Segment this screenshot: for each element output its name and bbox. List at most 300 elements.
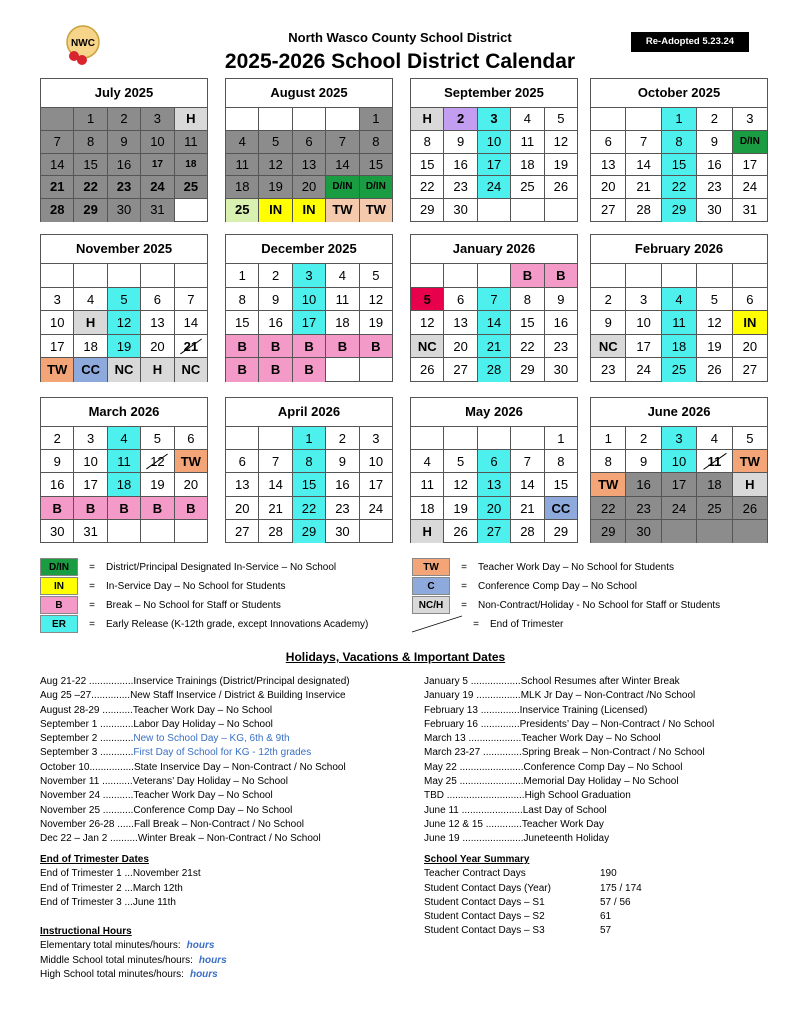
day-cell: 13: [444, 311, 477, 335]
week-row: [591, 108, 767, 131]
day-cell: 22: [411, 176, 444, 199]
day-cell: 9: [108, 131, 141, 154]
day-cell: 31: [74, 520, 107, 543]
summary-value: 61: [600, 911, 612, 923]
legend-row: [412, 596, 720, 614]
legend-row: [412, 615, 563, 633]
day-cell: 21: [175, 335, 207, 359]
day-cell: TW: [360, 199, 392, 222]
week-row: [591, 335, 767, 359]
legend-equals: =: [461, 561, 467, 573]
day-cell: 5: [108, 288, 141, 312]
date-description: Winter Break – Non-Contract / No School: [137, 833, 321, 845]
day-cell: 10: [360, 450, 392, 473]
day-cell: 3: [626, 288, 661, 312]
month-october-2025: [590, 78, 768, 222]
week-row: [226, 358, 392, 382]
day-cell: 24: [662, 497, 697, 520]
day-cell: 9: [326, 450, 359, 473]
day-cell: 3: [478, 108, 511, 131]
day-cell: 16: [626, 473, 661, 496]
week-row: [226, 335, 392, 359]
legend-text: End of Trimester: [490, 618, 564, 630]
month-april-2026: [225, 397, 393, 543]
day-cell: 4: [662, 288, 697, 312]
day-cell: B: [259, 358, 292, 382]
day-cell: 26: [733, 497, 767, 520]
day-cell: 25: [662, 358, 697, 382]
day-cell: 5: [141, 427, 174, 450]
day-cell: 18: [326, 311, 359, 335]
day-cell: 9: [444, 131, 477, 154]
date-row: [40, 675, 350, 689]
date-label: January 5 ..................: [424, 676, 521, 687]
day-cell: 6: [591, 131, 626, 154]
week-row: [411, 450, 577, 473]
week-row: [41, 450, 207, 473]
day-cell: IN: [733, 311, 767, 335]
day-cell: 9: [697, 131, 732, 154]
date-label: March 23-27 ..............: [424, 747, 522, 759]
day-cell: TW: [41, 358, 74, 382]
week-row: [41, 358, 207, 382]
day-cell: [511, 427, 544, 450]
day-cell: [697, 264, 732, 288]
week-row: [591, 288, 767, 312]
day-cell: 12: [141, 450, 174, 473]
day-cell: [108, 264, 141, 288]
day-cell: [175, 264, 207, 288]
day-cell: 5: [259, 131, 292, 154]
day-cell: 23: [444, 176, 477, 199]
week-row: [41, 199, 207, 222]
day-cell: 28: [41, 199, 74, 222]
day-cell: 26: [411, 358, 444, 382]
instructional-value: hours: [198, 954, 227, 966]
day-cell: 18: [697, 473, 732, 496]
legend-text: Conference Comp Day – No School: [478, 580, 637, 592]
day-cell: [662, 520, 697, 543]
day-cell: 8: [662, 131, 697, 154]
day-cell: 30: [697, 199, 732, 222]
day-cell: 14: [326, 154, 359, 177]
day-cell: B: [41, 497, 74, 520]
legend-text: Teacher Work Day – No School for Students: [478, 561, 675, 573]
date-label: Aug 25 –27..............: [40, 690, 131, 702]
day-cell: 9: [591, 311, 626, 335]
date-description: March 12th: [132, 882, 183, 894]
legend-swatch: D/IN: [40, 558, 78, 576]
week-row: [226, 264, 392, 288]
day-cell: 15: [74, 154, 107, 177]
week-row: [591, 176, 767, 199]
month-name: October 2025: [591, 79, 767, 108]
day-cell: 21: [511, 497, 544, 520]
week-row: [226, 497, 392, 520]
legend-swatch: [412, 615, 462, 633]
day-cell: 14: [41, 154, 74, 177]
day-cell: 19: [360, 311, 392, 335]
instructional-row: [40, 968, 227, 982]
day-cell: 31: [141, 199, 174, 222]
month-january-2026: [410, 234, 578, 382]
summary-row: [424, 896, 642, 910]
week-row: [226, 427, 392, 450]
day-cell: D/IN: [326, 176, 359, 199]
day-cell: 4: [697, 427, 732, 450]
day-cell: 17: [41, 335, 74, 359]
week-row: [41, 154, 207, 177]
instructional-label: High School total minutes/hours:: [40, 968, 184, 980]
week-row: [411, 427, 577, 450]
day-cell: 29: [74, 199, 107, 222]
day-cell: 3: [360, 427, 392, 450]
legend-row: [40, 615, 368, 633]
date-row: [40, 867, 201, 881]
day-cell: B: [74, 497, 107, 520]
instructional-label: Middle School total minutes/hours:: [40, 954, 193, 966]
day-cell: [293, 108, 326, 131]
day-cell: 14: [175, 311, 207, 335]
day-cell: 15: [511, 311, 544, 335]
day-cell: 29: [662, 199, 697, 222]
day-cell: [411, 427, 444, 450]
week-row: [226, 176, 392, 199]
day-cell: 14: [626, 154, 661, 177]
page-title: 2025-2026 School District Calendar: [224, 50, 576, 73]
day-cell: 24: [626, 358, 661, 382]
day-cell: 2: [41, 427, 74, 450]
date-description: New to School Day – KG, 6th & 9th: [133, 733, 290, 745]
date-description: Labor Day Holiday – No School: [133, 718, 273, 730]
day-cell: 20: [591, 176, 626, 199]
legend-swatch: B: [40, 596, 78, 614]
day-cell: 30: [108, 199, 141, 222]
day-cell: 21: [259, 497, 292, 520]
week-row: [411, 264, 577, 288]
week-row: [41, 176, 207, 199]
day-cell: 8: [591, 450, 626, 473]
district-logo: [62, 22, 104, 70]
day-cell: 10: [293, 288, 326, 312]
date-description: Spring Break – Non-Contract / No School: [521, 747, 705, 759]
day-cell: 1: [662, 108, 697, 131]
day-cell: 8: [293, 450, 326, 473]
day-cell: 15: [293, 473, 326, 496]
day-cell: [108, 520, 141, 543]
day-cell: 27: [226, 520, 259, 543]
month-june-2026: [590, 397, 768, 543]
day-cell: 20: [733, 335, 767, 359]
day-cell: 12: [545, 131, 577, 154]
day-cell: [626, 108, 661, 131]
day-cell: 6: [141, 288, 174, 312]
day-cell: [141, 520, 174, 543]
day-cell: D/IN: [360, 176, 392, 199]
day-cell: 21: [478, 335, 511, 359]
day-cell: 2: [697, 108, 732, 131]
summary-label: Student Contact Days – S3: [424, 925, 545, 937]
date-description: June 11th: [132, 896, 176, 908]
day-cell: H: [74, 311, 107, 335]
day-cell: 22: [74, 176, 107, 199]
day-cell: H: [175, 108, 207, 131]
day-cell: 11: [662, 311, 697, 335]
day-cell: 8: [545, 450, 577, 473]
week-row: [226, 288, 392, 312]
day-cell: 7: [259, 450, 292, 473]
day-cell: IN: [259, 199, 292, 222]
day-cell: [175, 520, 207, 543]
day-cell: NC: [108, 358, 141, 382]
day-cell: 2: [326, 427, 359, 450]
summary-row: [424, 910, 642, 924]
instructional-value: hours: [186, 940, 215, 952]
date-row: [40, 704, 350, 718]
day-cell: 16: [697, 154, 732, 177]
day-cell: 15: [360, 154, 392, 177]
date-label: June 19 ......................: [424, 833, 524, 845]
day-cell: 27: [444, 358, 477, 382]
day-cell: 24: [733, 176, 767, 199]
day-cell: 10: [74, 450, 107, 473]
month-name: April 2026: [226, 398, 392, 427]
legend-row: [40, 577, 286, 595]
date-row: [424, 704, 714, 718]
day-cell: 16: [41, 473, 74, 496]
date-label: February 16 ..............: [424, 718, 520, 730]
day-cell: 20: [293, 176, 326, 199]
week-row: [411, 131, 577, 154]
legend-row: [40, 558, 336, 576]
week-row: [411, 108, 577, 131]
day-cell: 28: [511, 520, 544, 543]
day-cell: 23: [545, 335, 577, 359]
day-cell: [41, 108, 74, 131]
day-cell: 4: [326, 264, 359, 288]
day-cell: B: [259, 335, 292, 359]
week-row: [41, 311, 207, 335]
legend-text: Early Release (K-12th grade, except Innovations Academy): [106, 618, 369, 630]
day-cell: 23: [108, 176, 141, 199]
day-cell: 12: [259, 154, 292, 177]
summary-value: 175 / 174: [600, 882, 642, 894]
day-cell: [662, 264, 697, 288]
date-row: [40, 689, 350, 703]
day-cell: 4: [74, 288, 107, 312]
day-cell: IN: [293, 199, 326, 222]
date-label: End of Trimester 2 ...: [40, 882, 133, 894]
day-cell: 19: [444, 497, 477, 520]
summary-label: Student Contact Days – S2: [424, 911, 545, 923]
day-cell: 19: [545, 154, 577, 177]
day-cell: 18: [74, 335, 107, 359]
date-label: November 25 ...........: [40, 804, 134, 816]
day-cell: 8: [511, 288, 544, 312]
legend-swatch: NC/H: [412, 596, 450, 614]
date-label: January 19 ................: [424, 690, 521, 702]
date-description: First Day of School for KG - 12th grades: [133, 747, 312, 759]
day-cell: 15: [545, 473, 577, 496]
day-cell: 1: [226, 264, 259, 288]
date-row: [40, 896, 201, 910]
week-row: [226, 311, 392, 335]
month-name: June 2026: [591, 398, 767, 427]
date-description: School Resumes after Winter Break: [520, 676, 680, 687]
day-cell: 13: [226, 473, 259, 496]
date-label: Dec 22 – Jan 2 ..........: [40, 833, 138, 845]
week-row: [591, 427, 767, 450]
day-cell: 7: [326, 131, 359, 154]
week-row: [41, 427, 207, 450]
day-cell: 3: [141, 108, 174, 131]
day-cell: 10: [662, 450, 697, 473]
day-cell: CC: [74, 358, 107, 382]
week-row: [226, 199, 392, 222]
date-label: Aug 21-22 ................: [40, 676, 134, 687]
summary-label: Student Contact Days – S1: [424, 896, 545, 908]
day-cell: 18: [511, 154, 544, 177]
week-row: [411, 473, 577, 496]
day-cell: 8: [360, 131, 392, 154]
day-cell: 11: [175, 131, 207, 154]
legend-swatch: ER: [40, 615, 78, 633]
week-row: [41, 131, 207, 154]
day-cell: 20: [141, 335, 174, 359]
day-cell: 9: [259, 288, 292, 312]
day-cell: 6: [175, 427, 207, 450]
legend-equals: =: [89, 618, 95, 630]
day-cell: 26: [697, 358, 732, 382]
day-cell: 16: [108, 154, 141, 177]
week-row: [591, 154, 767, 177]
day-cell: B: [293, 335, 326, 359]
day-cell: 29: [553, 523, 569, 539]
day-cell: 11: [697, 450, 732, 473]
date-description: Teacher Work Day: [521, 818, 604, 830]
legend-row: [412, 558, 674, 576]
day-cell: 2: [259, 264, 292, 288]
week-row: [41, 335, 207, 359]
week-row: [411, 154, 577, 177]
trimester-title: End of Trimester Dates: [40, 854, 149, 865]
day-cell: 2: [444, 108, 477, 131]
summary-value: 190: [600, 868, 617, 880]
instructional-value: hours: [189, 968, 218, 980]
day-cell: 13: [141, 311, 174, 335]
date-description: Fall Break – Non-Contract / No School: [133, 818, 305, 830]
day-cell: [626, 264, 661, 288]
day-cell: 18: [226, 176, 259, 199]
day-cell: 1: [545, 427, 577, 450]
date-label: September 3 ............: [40, 747, 134, 759]
day-cell: 19: [141, 473, 174, 496]
day-cell: 20: [478, 497, 511, 520]
week-row: [411, 520, 577, 543]
day-cell: NC: [411, 335, 444, 359]
day-cell: 23: [626, 497, 661, 520]
date-label: November 24 ...........: [40, 790, 134, 802]
day-cell: 11: [511, 131, 544, 154]
week-row: [591, 520, 767, 543]
day-cell: 6: [478, 450, 511, 473]
day-cell: B: [293, 358, 326, 382]
day-cell: 3: [733, 108, 767, 131]
legend-text: Non-Contract/Holiday - No School for Staff or Students: [478, 599, 721, 611]
date-row: [40, 789, 350, 803]
week-row: [41, 520, 207, 543]
date-description: MLK Jr Day – Non-Contract /No School: [520, 690, 696, 702]
date-label: May 22 .......................: [424, 761, 524, 773]
legend-text: District/Principal Designated In-Service – No School: [106, 561, 337, 573]
week-row: [591, 473, 767, 496]
date-row: [424, 718, 714, 732]
day-cell: 9: [41, 450, 74, 473]
date-description: Veterans’ Day Holiday – No School: [132, 776, 288, 788]
day-cell: [175, 199, 207, 222]
month-august-2025: [225, 78, 393, 222]
day-cell: B: [226, 335, 259, 359]
date-row: [40, 775, 350, 789]
day-cell: 30: [626, 520, 661, 543]
day-cell: 29: [511, 358, 544, 382]
month-name: September 2025: [411, 79, 577, 108]
day-cell: 17: [733, 154, 767, 177]
date-description: Teacher Work Day – No School: [521, 733, 661, 745]
day-cell: 8: [411, 131, 444, 154]
date-row: [424, 746, 714, 760]
day-cell: TW: [733, 450, 767, 473]
date-label: October 10................: [40, 761, 134, 773]
day-cell: 12: [697, 311, 732, 335]
week-row: [411, 176, 577, 199]
day-cell: [74, 264, 107, 288]
day-cell: 1: [74, 108, 107, 131]
week-row: [591, 450, 767, 473]
date-description: Teacher Work Day – No School: [132, 704, 273, 716]
day-cell: B: [108, 497, 141, 520]
day-cell: 9: [626, 450, 661, 473]
week-row: [226, 473, 392, 496]
day-cell: 17: [293, 311, 326, 335]
day-cell: 13: [293, 154, 326, 177]
date-description: Teacher Work Day – No School: [133, 790, 273, 802]
date-row: [40, 882, 201, 896]
day-cell: 18: [175, 154, 207, 177]
date-description: Presidents’ Day – Non-Contract / No School: [519, 718, 715, 730]
week-row: [411, 335, 577, 359]
date-label: August 28-29 ...........: [40, 704, 133, 716]
day-cell: [591, 264, 626, 288]
summary-row: [424, 867, 642, 881]
date-row: [424, 804, 714, 818]
date-description: Conference Comp Day – No School: [523, 761, 683, 773]
day-cell: 9: [545, 288, 577, 312]
day-cell: 8: [226, 288, 259, 312]
day-cell: 15: [411, 154, 444, 177]
date-row: [424, 818, 714, 832]
day-cell: B: [326, 335, 359, 359]
day-cell: 16: [545, 311, 577, 335]
day-cell: [259, 427, 292, 450]
legend-equals: =: [461, 580, 467, 592]
day-cell: [545, 199, 577, 222]
day-cell: [733, 264, 767, 288]
day-cell: 1: [360, 108, 392, 131]
week-row: [591, 358, 767, 382]
day-cell: TW: [175, 450, 207, 473]
day-cell: 17: [478, 154, 511, 177]
